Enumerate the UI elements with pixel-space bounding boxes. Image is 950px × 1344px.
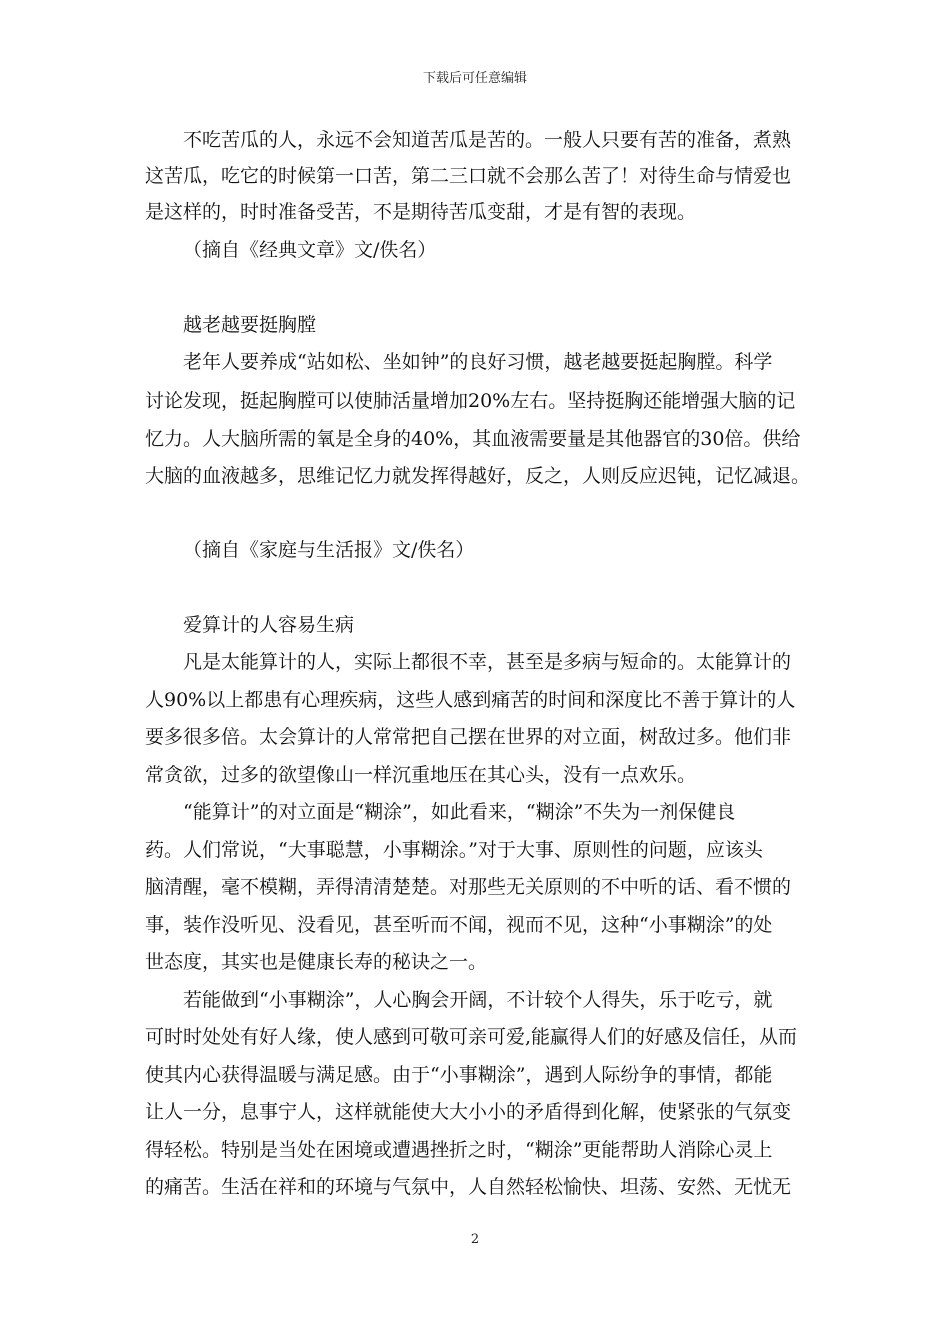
paragraph-line: 若能做到“小事糊涂”，人心胸会开阔，不计较个人得失，乐于吃亏，就: [183, 989, 773, 1011]
paragraph-line: 是这样的，时时准备受苦，不是期待苦瓜变甜，才是有智的表现。: [145, 201, 697, 223]
page-header: 下载后可任意编辑: [422, 71, 527, 86]
paragraph-line: 不吃苦瓜的人，永远不会知道苦瓜是苦的。一般人只要有苦的准备，煮熟: [183, 129, 792, 151]
paragraph-line: 要多很多倍。太会算计的人常常把自己摆在世界的对立面，树敌过多。他们非: [145, 726, 792, 748]
section-title: 越老越要挺胸膛: [183, 314, 317, 336]
paragraph-line: “能算计”的对立面是“糊涂”，如此看来，“糊涂”不失为一剂保健良: [183, 801, 736, 823]
source-citation: （摘自《家庭与生活报》文/佚名）: [183, 539, 475, 561]
paragraph-line: 常贪欲，过多的欲望像山一样沉重地压在其心头，没有一点欢乐。: [145, 764, 697, 786]
section-title: 爱算计的人容易生病: [183, 614, 355, 636]
paragraph-line: 脑清醒，毫不模糊，弄得清清楚楚。对那些无关原则的不中听的话、看不惯的: [145, 876, 792, 898]
paragraph-line: 大脑的血液越多，思维记忆力就发挥得越好，反之，人则反应迟钝，记忆减退。: [145, 465, 811, 487]
paragraph-line: 事，装作没听见、没看见，甚至听而不闻，视而不见，这种“小事糊涂”的处: [145, 914, 773, 936]
paragraph-line: 人90%以上都患有心理疾病，这些人感到痛苦的时间和深度比不善于算计的人: [145, 689, 796, 711]
paragraph-line: 的痛苦。生活在祥和的环境与气氛中，人自然轻松愉快、坦荡、安然、无忧无: [145, 1176, 792, 1198]
paragraph-line: 忆力。人大脑所需的氧是全身的40%，其血液需要量是其他器官的30倍。供给: [145, 428, 801, 450]
page-number: 2: [470, 1232, 480, 1247]
paragraph-line: 让人一分，息事宁人，这样就能使大大小小的矛盾得到化解，使紧张的气氛变: [145, 1101, 792, 1123]
paragraph-line: 使其内心获得温暖与满足感。由于“小事糊涂”，遇到人际纷争的事情，都能: [145, 1064, 773, 1086]
paragraph-line: 药。人们常说，“大事聪慧，小事糊涂。”对于大事、原则性的问题，应该头: [145, 839, 763, 861]
paragraph-line: 可时时处处有好人缘，使人感到可敬可亲可爱,能赢得人们的好感及信任，从而: [145, 1026, 798, 1048]
paragraph-line: 凡是太能算计的人，实际上都很不幸，甚至是多病与短命的。太能算计的: [183, 651, 792, 673]
paragraph-line: 世态度，其实也是健康长寿的秘诀之一。: [145, 951, 488, 973]
paragraph-line: 老年人要养成“站如松、坐如钟”的良好习惯，越老越要挺起胸膛。科学: [183, 351, 773, 373]
paragraph-line: 得轻松。特别是当处在困境或遭遇挫折之时，“糊涂”更能帮助人消除心灵上: [145, 1139, 773, 1161]
paragraph-line: 讨论发现，挺起胸膛可以使肺活量增加20%左右。坚持挺胸还能增强大脑的记: [145, 390, 796, 412]
source-citation: （摘自《经典文章》文/佚名）: [183, 239, 437, 261]
paragraph-line: 这苦瓜，吃它的时候第一口苦，第二三口就不会那么苦了！对待生命与情爱也: [145, 165, 792, 187]
